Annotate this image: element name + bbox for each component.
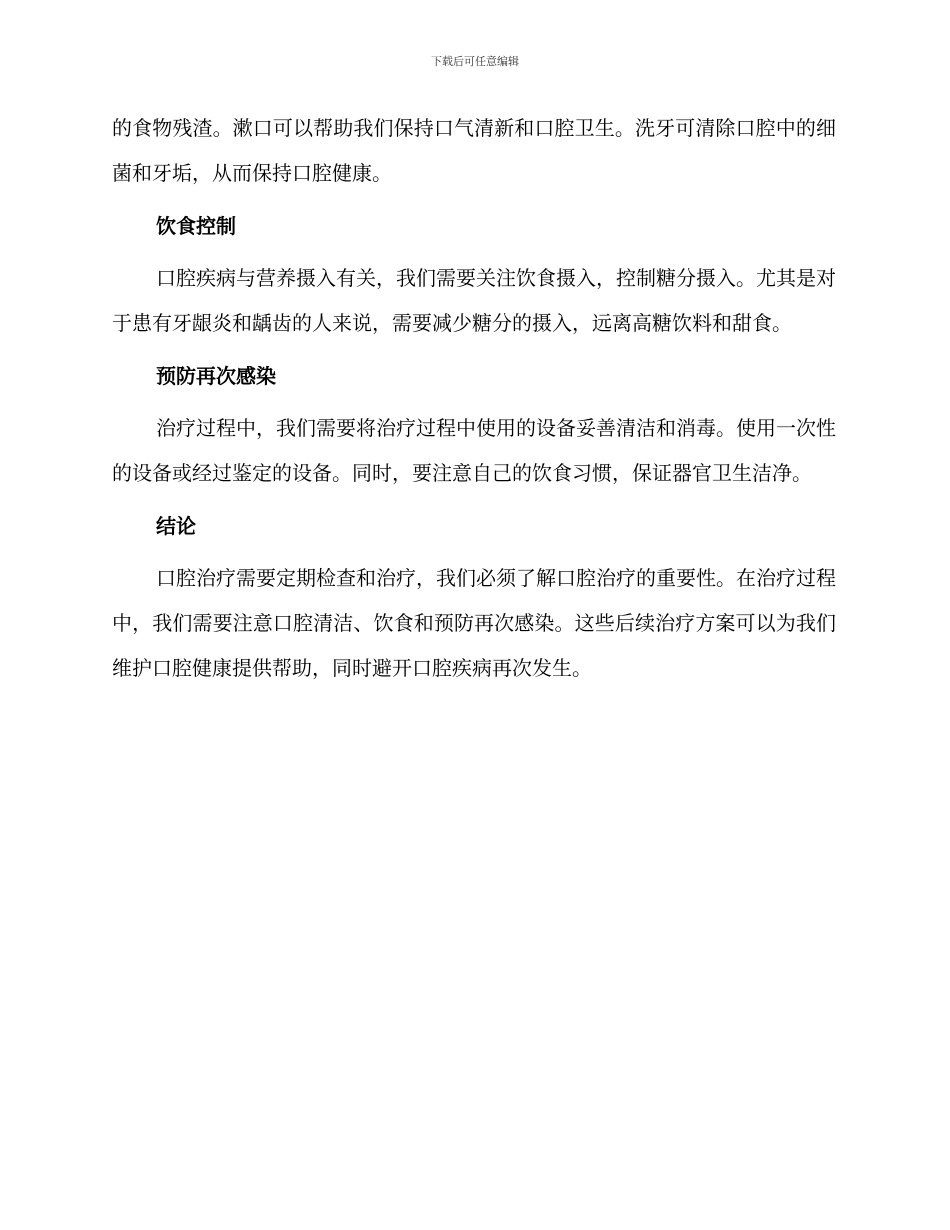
conclusion-heading: 结论	[156, 514, 196, 538]
prevention-heading: 预防再次感染	[156, 364, 276, 388]
prevention-paragraph: 治疗过程中，我们需要将治疗过程中使用的设备妥善清洁和消毒。使用一次性的设备或经过鉴定的设备。同时，要注意自己的饮食习惯，保证器官卫生洁净。	[112, 416, 836, 485]
diet-heading: 饮食控制	[156, 214, 236, 238]
intro-paragraph: 的食物残渣。漱口可以帮助我们保持口气清新和口腔卫生。洗牙可清除口腔中的细菌和牙垢，从而保持口腔健康。	[112, 116, 836, 185]
page-header: 下载后可任意编辑	[431, 55, 519, 68]
document-body	[112, 106, 836, 691]
conclusion-paragraph: 口腔治疗需要定期检查和治疗，我们必须了解口腔治疗的重要性。在治疗过程中，我们需要注意口腔清洁、饮食和预防再次感染。这些后续治疗方案可以为我们维护口腔健康提供帮助，同时避开口腔疾病再次发生。	[112, 566, 836, 680]
diet-paragraph: 口腔疾病与营养摄入有关，我们需要关注饮食摄入，控制糖分摄入。尤其是对于患有牙龈炎和龋齿的人来说，需要减少糖分的摄入，远离高糖饮料和甜食。	[112, 266, 836, 335]
